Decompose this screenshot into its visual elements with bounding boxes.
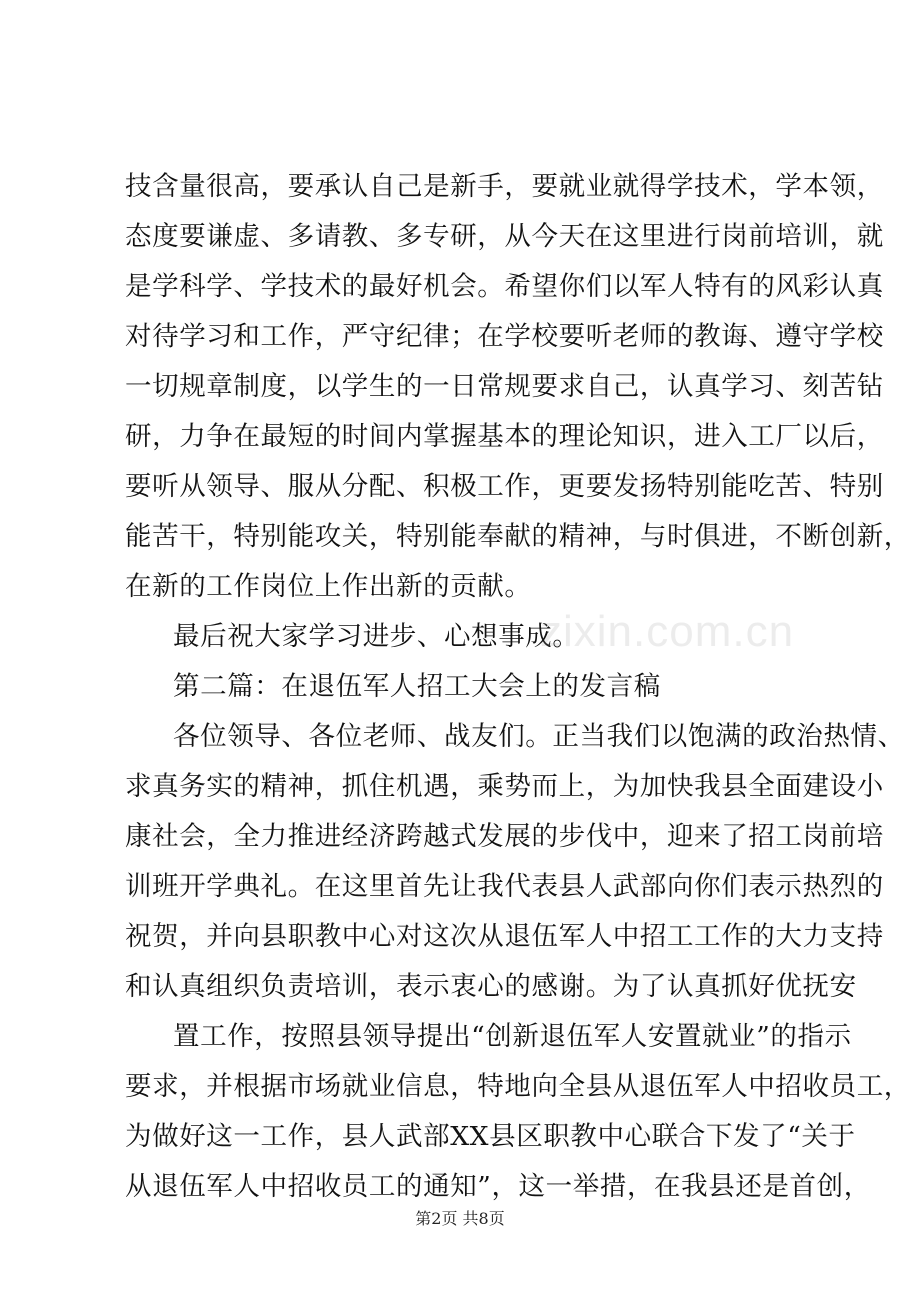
text-line: 训班开学典礼。在这里首先让我代表县人武部向你们表示热烈的: [125, 871, 884, 902]
text-line: 一切规章制度，以学生的一日常规要求自己，认真学习、刻苦钻: [125, 371, 884, 402]
text-line: 从退伍军人中招收员工的通知”，这一举措，在我县还是首创，: [125, 1171, 871, 1202]
text-line: 要求，并根据市场就业信息，特地向全县从退伍军人中招收员工，: [125, 1071, 911, 1102]
text-line: 在新的工作岗位上作出新的贡献。: [125, 571, 532, 602]
text-line: 技含量很高，要承认自己是新手，要就业就得学技术，学本领，: [125, 171, 884, 202]
text-line: 求真务实的精神，抓住机遇，乘势而上，为加快我县全面建设小: [125, 771, 884, 802]
text-line: 为做好这一工作，县人武部XX县区职教中心联合下发了“关于: [125, 1121, 856, 1152]
text-line: 康社会，全力推进经济跨越式发展的步伐中，迎来了招工岗前培: [125, 821, 884, 852]
text-line: 对待学习和工作，严守纪律；在学校要听老师的教诲、遵守学校: [125, 321, 884, 352]
text-line: 各位领导、各位老师、战友们。正当我们以饱满的政治热情、: [173, 721, 905, 752]
text-line: 研，力争在最短的时间内掌握基本的理论知识，进入工厂以后，: [125, 421, 884, 452]
section-heading: 第二篇：在退伍军人招工大会上的发言稿: [173, 671, 661, 702]
text-line: 和认真组织负责培训，表示衷心的感谢。为了认真抓好优抚安: [125, 971, 857, 1002]
text-line: 置工作，按照县领导提出“创新退伍军人安置就业”的指示: [173, 1021, 852, 1052]
closing-line: 最后祝大家学习进步、心想事成。: [173, 621, 580, 652]
page-footer: 第2页 共8页: [415, 1209, 505, 1228]
text-line: 态度要谦虚、多请教、多专研，从今天在这里进行岗前培训，就: [125, 221, 884, 252]
text-line: 祝贺，并向县职教中心对这次从退伍军人中招工工作的大力支持: [125, 921, 884, 952]
text-line: 能苦干，特别能攻关，特别能奉献的精神，与时俱进，不断创新，: [125, 521, 911, 552]
watermark: zixin.com.cn: [540, 607, 795, 656]
text-line: 要听从领导、服从分配、积极工作，更要发扬特别能吃苦、特别: [125, 471, 884, 502]
text-line: 是学科学、学技术的最好机会。希望你们以军人特有的风彩认真: [125, 271, 884, 302]
